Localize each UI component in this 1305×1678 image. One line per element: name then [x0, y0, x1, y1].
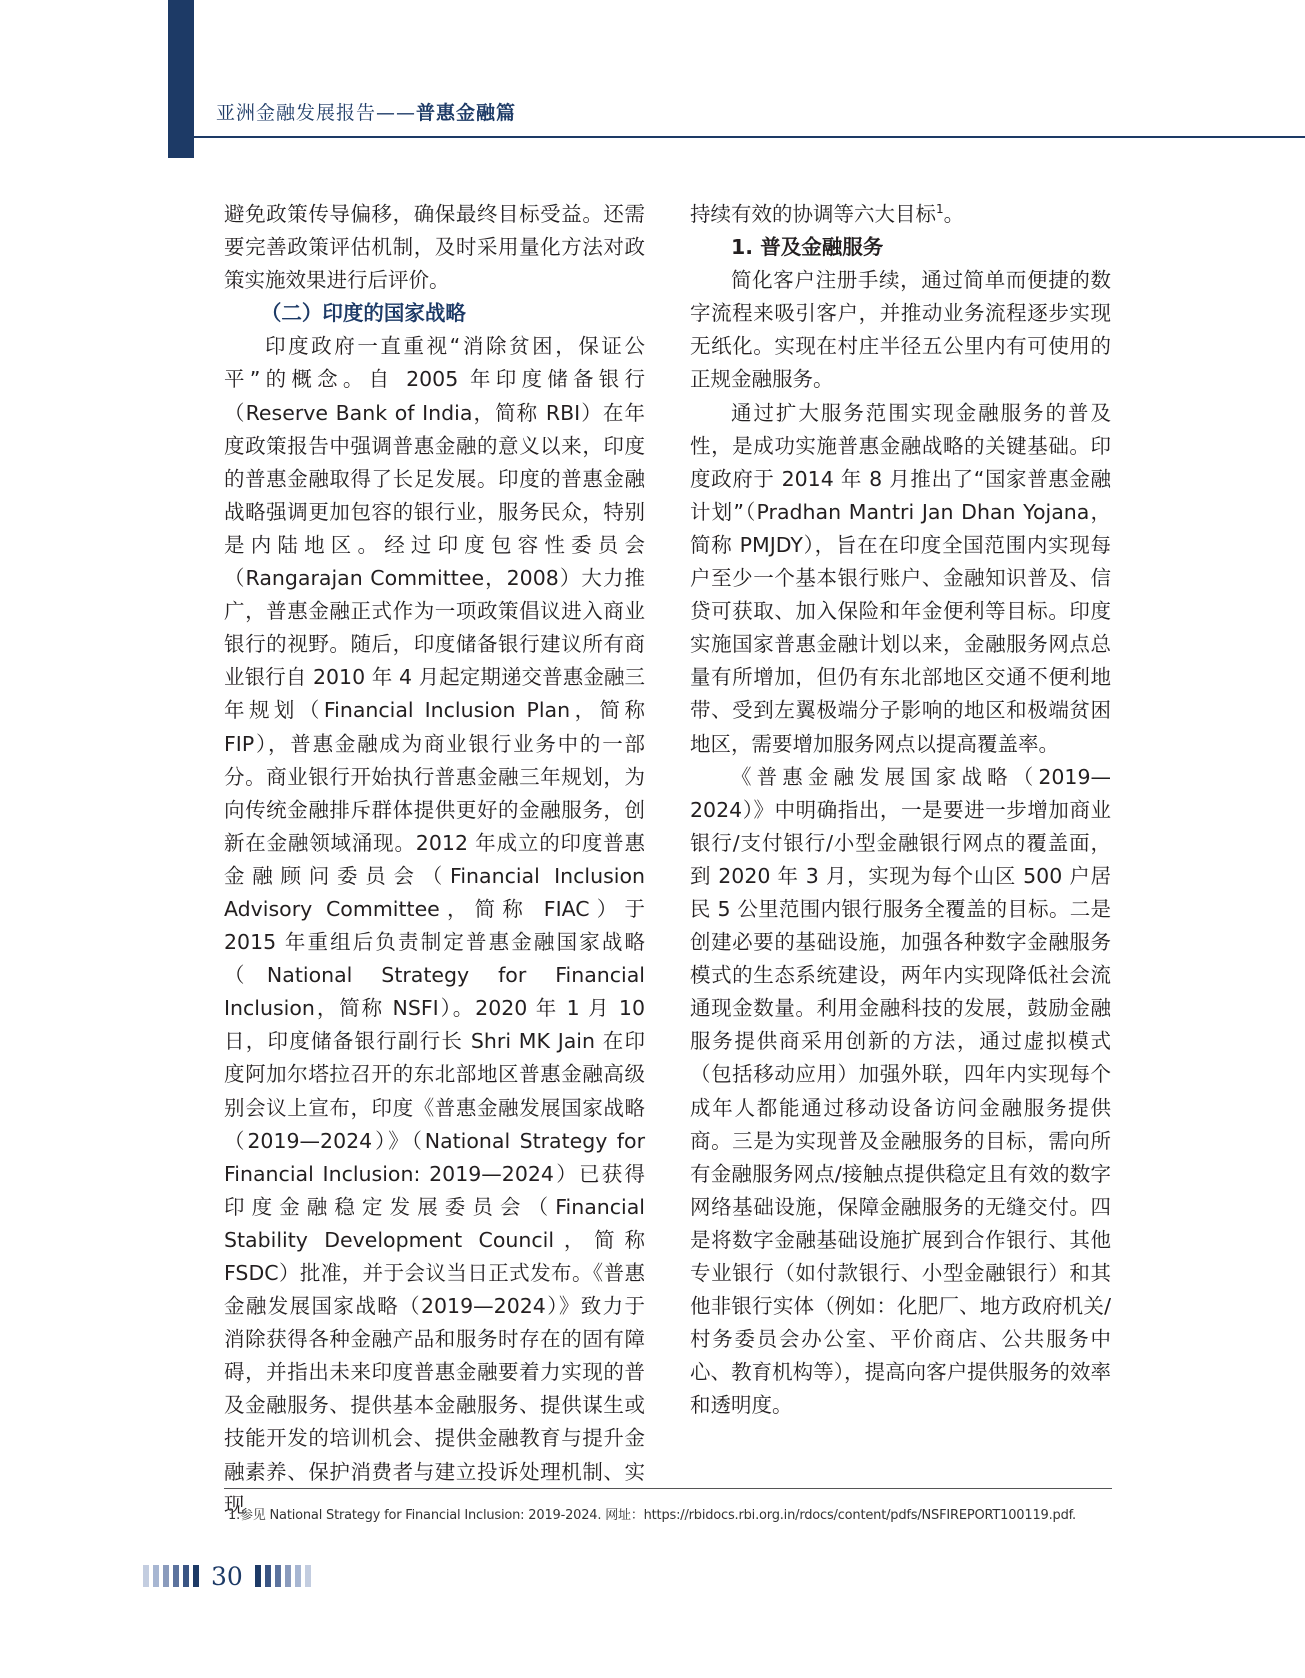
stripe [255, 1565, 261, 1587]
left-stripe-ornament [143, 1565, 199, 1587]
stripe [285, 1565, 291, 1587]
right-paragraph-1 [690, 198, 1111, 231]
header-rule [168, 136, 1305, 138]
running-header-section: 普惠金融篇 [416, 102, 517, 124]
stripe [153, 1565, 159, 1587]
right-paragraph-4: 《普惠金融发展国家战略（2019—2024）》中明确指出，一是要进一步增加商业银行/支付银行/小型金融银行网点的覆盖面，到 2020 年 3 月，实现为每个山区 500 户居民 5 公里范围内银行服务全覆盖的目标。二是创建必要的基础设施，加强各种数字金融服务模式的生态系统建设，两年内实现降低社会流通现金数量。利用金融科技的发展，鼓励金融服务提供商采用创新的方法，通过虚拟模式（包括移动应用）加强外联，四年内实现每个成年人都能通过移动设备访问金融服务提供商。三是为实现普及金融服务的目标，需向所有金融服务网点/接触点提供稳定且有效的数字网络基础设施，保障金融服务的无缝交付。四是将数字金融基础设施扩展到合作银行、其他专业银行（如付款银行、小型金融银行）和其他非银行实体（例如：化肥厂、地方政府机关/村务委员会办公室、平价商店、公共服务中心、教育机构等），提高向客户提供服务的效率和透明度。 [690, 764, 1111, 1418]
stripe [163, 1565, 169, 1587]
running-header [216, 98, 516, 125]
stripe [143, 1565, 149, 1587]
stripe [265, 1565, 271, 1587]
stripe [275, 1565, 281, 1587]
right-paragraph-1-text: 持续有效的协调等六大目标 [690, 202, 936, 226]
left-column [224, 198, 645, 1522]
right-stripe-ornament [255, 1565, 311, 1587]
footnote-divider [224, 1488, 1112, 1489]
right-paragraph-2: 简化客户注册手续，通过简单而便捷的数字流程来吸引客户，并推动业务流程逐步实现无纸化。实现在村庄半径五公里内有可使用的正规金融服务。 [690, 268, 1111, 392]
footnote-text: 1.参见 National Strategy for Financial Inclusion: 2019-2024. 网址：https://rbidocs.rbi.org.in/rdocs/content/pdfs/NSFIREPORT100119.pdf. [228, 1508, 1076, 1523]
stripe [193, 1565, 199, 1587]
stripe [305, 1565, 311, 1587]
stripe [183, 1565, 189, 1587]
left-paragraph-2: 印度政府一直重视“消除贫困，保证公平”的概念。自 2005 年印度储备银行（Reserve Bank of India，简称 RBI）在年度政策报告中强调普惠金融的意义以来，印度的普惠金融取得了长足发展。印度的普惠金融战略强调更加包容的银行业，服务民众，特别是内陆地区。经过印度包容性委员会（Rangarajan Committee，2008）大力推广，普惠金融正式作为一项政策倡议进入商业银行的视野。随后，印度储备银行建议所有商业银行自 2010 年 4 月起定期递交普惠金融三年规划（Financial Inclusion Plan，简称 FIP），普惠金融成为商业银行业务中的一部分。商业银行开始执行普惠金融三年规划，为向传统金融排斥群体提供更好的金融服务，创新在金融领域涌现。2012 年成立的印度普惠金融顾问委员会（Financial Inclusion Advisory Committee，简称 FIAC）于 2015 年重组后负责制定普惠金融国家战略（National Strategy for Financial Inclusion，简称 NSFI）。2020 年 1 月 10 日，印度储备银行副行长 Shri MK Jain 在印度阿加尔塔拉召开的东北部地区普惠金融高级别会议上宣布，印度《普惠金融发展国家战略（2019—2024）》（National Strategy for Financial Inclusion: 2019—2024）已获得印度金融稳定发展委员会（Financial Stability Development Council，简称 FSDC）批准，并于会议当日正式发布。《普惠金融发展国家战略（2019—2024）》致力于消除获得各种金融产品和服务时存在的固有障碍，并指出未来印度普惠金融要着力实现的普及金融服务、提供基本金融服务、提供谋生或技能开发的培训机会、提供金融教育与提升金融素养、保护消费者与建立投诉处理机制、实现 [224, 334, 645, 1517]
subheading-financial-services: 1. 普及金融服务 [731, 235, 884, 260]
header-accent-bar [168, 0, 194, 158]
stripe [295, 1565, 301, 1587]
footnote-reference[interactable]: 1 [936, 202, 944, 217]
left-paragraph-1: 避免政策传导偏移，确保最终目标受益。还需要完善政策评估机制，及时采用量化方法对政策实施效果进行后评价。 [224, 202, 645, 293]
stripe [173, 1565, 179, 1587]
right-paragraph-1-end: 。 [943, 202, 965, 226]
right-column [690, 198, 1111, 1422]
section-heading-india-strategy: （二）印度的国家战略 [260, 301, 466, 326]
running-header-main: 亚洲金融发展报告—— [216, 102, 417, 124]
right-paragraph-3: 通过扩大服务范围实现金融服务的普及性，是成功实施普惠金融战略的关键基础。印度政府于 2014 年 8 月推出了“国家普惠金融计划”（Pradhan Mantri Jan Dhan Yojana，简称 PMJDY），旨在在印度全国范围内实现每户至少一个基本银行账户、金融知识普及、信贷可获取、加入保险和年金便利等目标。印度实施国家普惠金融计划以来，金融服务网点总量有所增加，但仍有东北部地区交通不便利地带、受到左翼极端分子影响的地区和极端贫困地区，需要增加服务网点以提高覆盖率。 [690, 400, 1111, 756]
page-number-block [143, 1562, 311, 1590]
page-number: 30 [211, 1561, 243, 1591]
